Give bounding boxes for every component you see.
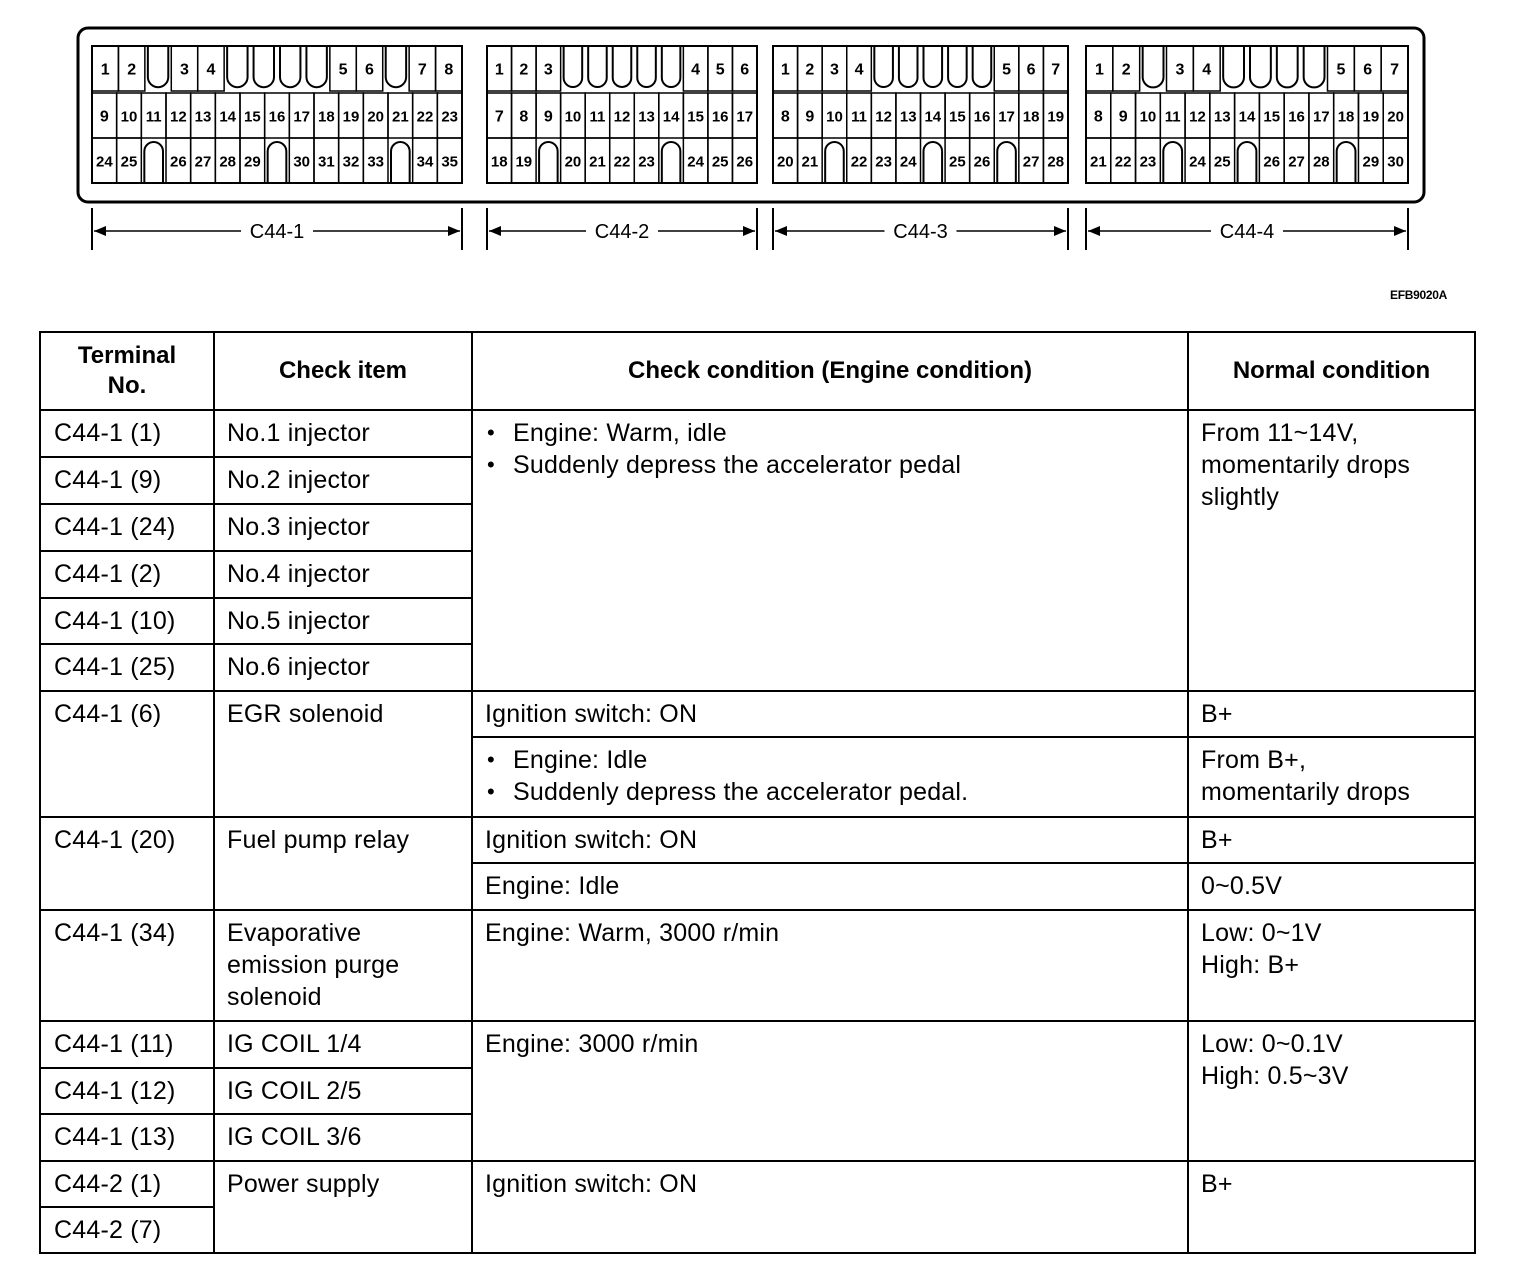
- pin-label: 1: [100, 61, 110, 79]
- terminal-cell: C44-1 (10): [40, 598, 214, 644]
- pin-label: 22: [850, 153, 868, 171]
- key-slot: [148, 46, 168, 87]
- header-check-item: Check item: [214, 332, 472, 410]
- pin-label: 10: [1139, 108, 1157, 126]
- pin-label: 23: [1139, 153, 1157, 171]
- pin-label: 13: [638, 108, 655, 126]
- pin-label: 30: [1387, 153, 1404, 171]
- arrow-left-icon: [489, 226, 501, 236]
- key-slot: [1223, 46, 1244, 87]
- pin-label: 2: [1121, 61, 1131, 79]
- pin-label: 32: [342, 153, 360, 171]
- key-slot: [613, 46, 632, 87]
- check-item-cell: No.3 injector: [214, 504, 472, 551]
- key-slot: [1250, 46, 1271, 87]
- pin-label: 6: [740, 61, 750, 79]
- key-slot: [144, 142, 163, 183]
- pin-label: 4: [691, 61, 701, 79]
- pin-label: 25: [711, 153, 729, 171]
- key-slot: [564, 46, 583, 87]
- pin-label: 20: [1387, 108, 1404, 126]
- normal-condition-cell: B+: [1188, 817, 1475, 863]
- pin-label: 19: [1362, 108, 1380, 126]
- key-slot: [874, 46, 893, 87]
- terminal-cell: C44-1 (11): [40, 1021, 214, 1068]
- table-row: [40, 910, 1475, 1021]
- pin-label: 10: [120, 108, 138, 126]
- pin-label: 26: [736, 153, 754, 171]
- pin-label: 2: [127, 61, 137, 79]
- pin-label: 14: [1238, 108, 1256, 126]
- pin-label: 23: [875, 153, 892, 171]
- key-slot: [662, 46, 681, 87]
- check-item-cell: Power supply: [214, 1161, 472, 1253]
- table-row: [40, 817, 1475, 863]
- pin-label: 8: [780, 108, 790, 126]
- pin-label: 3: [180, 61, 189, 79]
- pin-label: 19: [342, 108, 360, 126]
- check-item-cell: No.6 injector: [214, 644, 472, 691]
- pin-label: 7: [1390, 61, 1400, 79]
- pin-label: 28: [1047, 153, 1065, 171]
- arrow-right-icon: [743, 226, 755, 236]
- pin-label: 21: [1090, 153, 1107, 171]
- pin-label: 31: [317, 153, 335, 171]
- pin-label: 2: [805, 61, 815, 79]
- pin-label: 13: [1213, 108, 1231, 126]
- terminal-cell: C44-1 (6): [40, 691, 214, 817]
- pin-label: 6: [365, 61, 374, 79]
- header-normal-condition: Normal condition: [1188, 332, 1475, 410]
- terminal-cell: C44-1 (2): [40, 551, 214, 598]
- pin-label: 10: [826, 108, 843, 126]
- pin-label: 3: [1175, 61, 1185, 79]
- pin-label: 18: [317, 108, 335, 126]
- pin-label: 29: [1362, 153, 1380, 171]
- pin-label: 25: [949, 153, 966, 171]
- check-item-cell: Fuel pump relay: [214, 817, 472, 910]
- pin-label: 3: [830, 61, 839, 79]
- pin-label: 19: [515, 153, 533, 171]
- pin-label: 1: [494, 61, 504, 79]
- check-item-cell: No.4 injector: [214, 551, 472, 598]
- check-condition-cell: Engine: Idle: [472, 863, 1188, 910]
- pin-label: 16: [1288, 108, 1305, 126]
- check-item-cell: No.2 injector: [214, 457, 472, 504]
- pin-label: 11: [589, 108, 606, 126]
- terminal-cell: C44-1 (34): [40, 910, 214, 1021]
- pin-label: 24: [1189, 153, 1206, 171]
- terminal-cell: C44-2 (1): [40, 1161, 214, 1207]
- arrow-right-icon: [1054, 226, 1066, 236]
- pin-label: 26: [169, 153, 187, 171]
- pin-label: 21: [801, 153, 819, 171]
- pin-label: 4: [854, 61, 864, 79]
- pin-label: 9: [1118, 108, 1128, 126]
- pin-label: 11: [1164, 108, 1181, 126]
- check-condition-cell: [472, 737, 1188, 817]
- key-slot: [386, 46, 406, 87]
- key-slot: [1163, 142, 1182, 183]
- pin-label: 21: [391, 108, 409, 126]
- pin-label: 28: [1312, 153, 1330, 171]
- pin-label: 15: [949, 108, 966, 126]
- pin-label: 11: [145, 108, 162, 126]
- key-slot: [973, 46, 992, 87]
- pin-label: 30: [293, 153, 311, 171]
- key-slot: [391, 142, 410, 183]
- connector-label: C44-4: [1219, 221, 1275, 243]
- normal-condition-cell: Low: 0~1V High: B+: [1188, 910, 1475, 1021]
- terminal-cell: C44-2 (7): [40, 1207, 214, 1253]
- terminal-cell: C44-1 (13): [40, 1114, 214, 1161]
- terminal-cell: C44-1 (24): [40, 504, 214, 551]
- pin-label: 4: [1202, 61, 1212, 79]
- arrow-right-icon: [1394, 226, 1406, 236]
- pin-label: 16: [973, 108, 991, 126]
- pin-label: 16: [268, 108, 286, 126]
- table-row: [40, 691, 1475, 737]
- pin-label: 9: [805, 108, 815, 126]
- pin-label: 5: [338, 61, 348, 79]
- pin-label: 4: [206, 61, 216, 79]
- arrow-left-icon: [94, 226, 106, 236]
- pin-label: 22: [613, 153, 631, 171]
- key-slot: [1238, 142, 1257, 183]
- key-slot: [539, 142, 558, 183]
- normal-condition-cell: B+: [1188, 1161, 1475, 1253]
- pin-label: 8: [1093, 108, 1103, 126]
- pin-label: 12: [1189, 108, 1206, 126]
- arrow-right-icon: [448, 226, 460, 236]
- check-item-cell: IG COIL 1/4: [214, 1021, 472, 1068]
- key-slot: [924, 46, 943, 87]
- normal-condition-cell: B+: [1188, 691, 1475, 737]
- check-item-cell: IG COIL 3/6: [214, 1114, 472, 1161]
- key-slot: [662, 142, 681, 183]
- check-condition-cell: Ignition switch: ON: [472, 1161, 1188, 1253]
- pin-label: 5: [715, 61, 725, 79]
- pin-label: 16: [711, 108, 729, 126]
- check-item-cell: No.5 injector: [214, 598, 472, 644]
- pin-label: 14: [924, 108, 942, 126]
- terminal-cell: C44-1 (9): [40, 457, 214, 504]
- pin-label: 17: [998, 108, 1015, 126]
- pin-label: 28: [219, 153, 237, 171]
- pin-label: 18: [490, 153, 508, 171]
- check-condition-cell: Ignition switch: ON: [472, 817, 1188, 863]
- table-header-row: [40, 332, 1475, 410]
- key-slot: [588, 46, 607, 87]
- check-item-cell: Evaporative emission purge solenoid: [214, 910, 472, 1021]
- normal-condition-cell: 0~0.5V: [1188, 863, 1475, 910]
- pin-label: 20: [776, 153, 794, 171]
- pin-label: 25: [1213, 153, 1231, 171]
- check-condition-cell: Engine: Warm, 3000 r/min: [472, 910, 1188, 1021]
- list-item: • Suddenly depress the accelerator pedal.: [513, 776, 1175, 808]
- pin-label: 9: [543, 108, 553, 126]
- pin-label: 18: [1022, 108, 1040, 126]
- pin-label: 1: [780, 61, 790, 79]
- pin-label: 15: [687, 108, 704, 126]
- pin-label: 1: [1094, 61, 1104, 79]
- table-row: [40, 1161, 1475, 1207]
- key-slot: [1337, 142, 1356, 183]
- list-item: • Suddenly depress the accelerator pedal: [513, 449, 1175, 481]
- check-condition-cell: Ignition switch: ON: [472, 691, 1188, 737]
- key-slot: [825, 142, 844, 183]
- pin-label: 24: [899, 153, 917, 171]
- pin-label: 15: [243, 108, 261, 126]
- terminal-cell: C44-1 (12): [40, 1068, 214, 1114]
- pin-label: 8: [519, 108, 529, 126]
- arrow-left-icon: [775, 226, 787, 236]
- pin-label: 27: [194, 153, 212, 171]
- pin-label: 21: [589, 153, 606, 171]
- pin-label: 22: [416, 108, 434, 126]
- terminal-cell: C44-1 (25): [40, 644, 214, 691]
- pin-label: 20: [367, 108, 385, 126]
- key-slot: [1143, 46, 1164, 87]
- pin-label: 13: [899, 108, 917, 126]
- pin-label: 12: [875, 108, 892, 126]
- pin-label: 12: [613, 108, 631, 126]
- pin-label: 29: [243, 153, 261, 171]
- pin-label: 33: [367, 153, 385, 171]
- key-slot: [637, 46, 656, 87]
- pin-label: 5: [1336, 61, 1346, 79]
- terminal-check-table: [39, 331, 1476, 1254]
- key-slot: [306, 46, 326, 87]
- key-slot: [227, 46, 247, 87]
- header-check-condition: Check condition (Engine condition): [472, 332, 1188, 410]
- arrow-left-icon: [1088, 226, 1100, 236]
- pin-label: 6: [1026, 61, 1036, 79]
- normal-condition-cell: From 11~14V, momentarily drops slightly: [1188, 410, 1475, 691]
- pin-label: 3: [543, 61, 553, 79]
- pin-label: 13: [194, 108, 212, 126]
- pin-label: 22: [1114, 153, 1132, 171]
- pin-label: 15: [1263, 108, 1281, 126]
- key-slot: [268, 142, 287, 183]
- key-slot: [254, 46, 274, 87]
- terminal-cell: C44-1 (1): [40, 410, 214, 457]
- pin-label: 23: [441, 108, 459, 126]
- condition-list: [485, 744, 1175, 808]
- key-slot: [948, 46, 967, 87]
- pin-label: 23: [638, 153, 655, 171]
- connector-label: C44-2: [594, 221, 650, 243]
- check-condition-cell: [472, 410, 1188, 691]
- condition-list: [485, 417, 1175, 481]
- terminal-cell: C44-1 (20): [40, 817, 214, 910]
- normal-condition-cell: From B+, momentarily drops: [1188, 737, 1475, 817]
- pin-label: 26: [973, 153, 991, 171]
- check-item-cell: EGR solenoid: [214, 691, 472, 817]
- pin-label: 24: [95, 153, 113, 171]
- key-slot: [1304, 46, 1325, 87]
- pin-label: 27: [1022, 153, 1040, 171]
- connector-label: C44-3: [893, 221, 948, 243]
- pin-label: 17: [293, 108, 311, 126]
- pin-label: 24: [687, 153, 704, 171]
- pin-label: 14: [219, 108, 237, 126]
- pin-label: 17: [736, 108, 754, 126]
- connector-pin-diagram: [0, 0, 1520, 310]
- pin-label: 34: [416, 153, 434, 171]
- header-terminal-no: Terminal No.: [40, 332, 214, 410]
- pin-label: 17: [1312, 108, 1330, 126]
- pin-label: 25: [120, 153, 138, 171]
- pin-label: 12: [169, 108, 187, 126]
- pin-label: 7: [494, 108, 504, 126]
- list-item: • Engine: Idle: [513, 744, 1175, 776]
- normal-condition-cell: Low: 0~0.1V High: 0.5~3V: [1188, 1021, 1475, 1161]
- pin-label: 2: [519, 61, 529, 79]
- check-item-cell: IG COIL 2/5: [214, 1068, 472, 1114]
- key-slot: [1277, 46, 1298, 87]
- check-condition-cell: Engine: 3000 r/min: [472, 1021, 1188, 1161]
- table-row: [40, 1021, 1475, 1068]
- pin-label: 7: [1051, 61, 1061, 79]
- figure-reference-code: EFB9020A: [1390, 288, 1447, 302]
- key-slot: [997, 142, 1016, 183]
- pin-label: 27: [1288, 153, 1305, 171]
- pin-label: 5: [1002, 61, 1011, 79]
- pin-label: 18: [1337, 108, 1355, 126]
- pin-label: 6: [1363, 61, 1373, 79]
- pin-label: 11: [851, 108, 867, 126]
- pin-label: 20: [564, 153, 582, 171]
- key-slot: [924, 142, 943, 183]
- pin-label: 26: [1263, 153, 1281, 171]
- key-slot: [899, 46, 918, 87]
- connector-label: C44-1: [249, 221, 305, 243]
- pin-label: 8: [444, 61, 454, 79]
- pin-label: 19: [1047, 108, 1065, 126]
- pin-label: 9: [99, 108, 109, 126]
- list-item: • Engine: Warm, idle: [513, 417, 1175, 449]
- check-item-cell: No.1 injector: [214, 410, 472, 457]
- table-row: [40, 410, 1475, 457]
- pin-label: 7: [417, 61, 427, 79]
- pin-label: 10: [564, 108, 582, 126]
- key-slot: [280, 46, 300, 87]
- pin-label: 35: [441, 153, 459, 171]
- pin-label: 14: [662, 108, 680, 126]
